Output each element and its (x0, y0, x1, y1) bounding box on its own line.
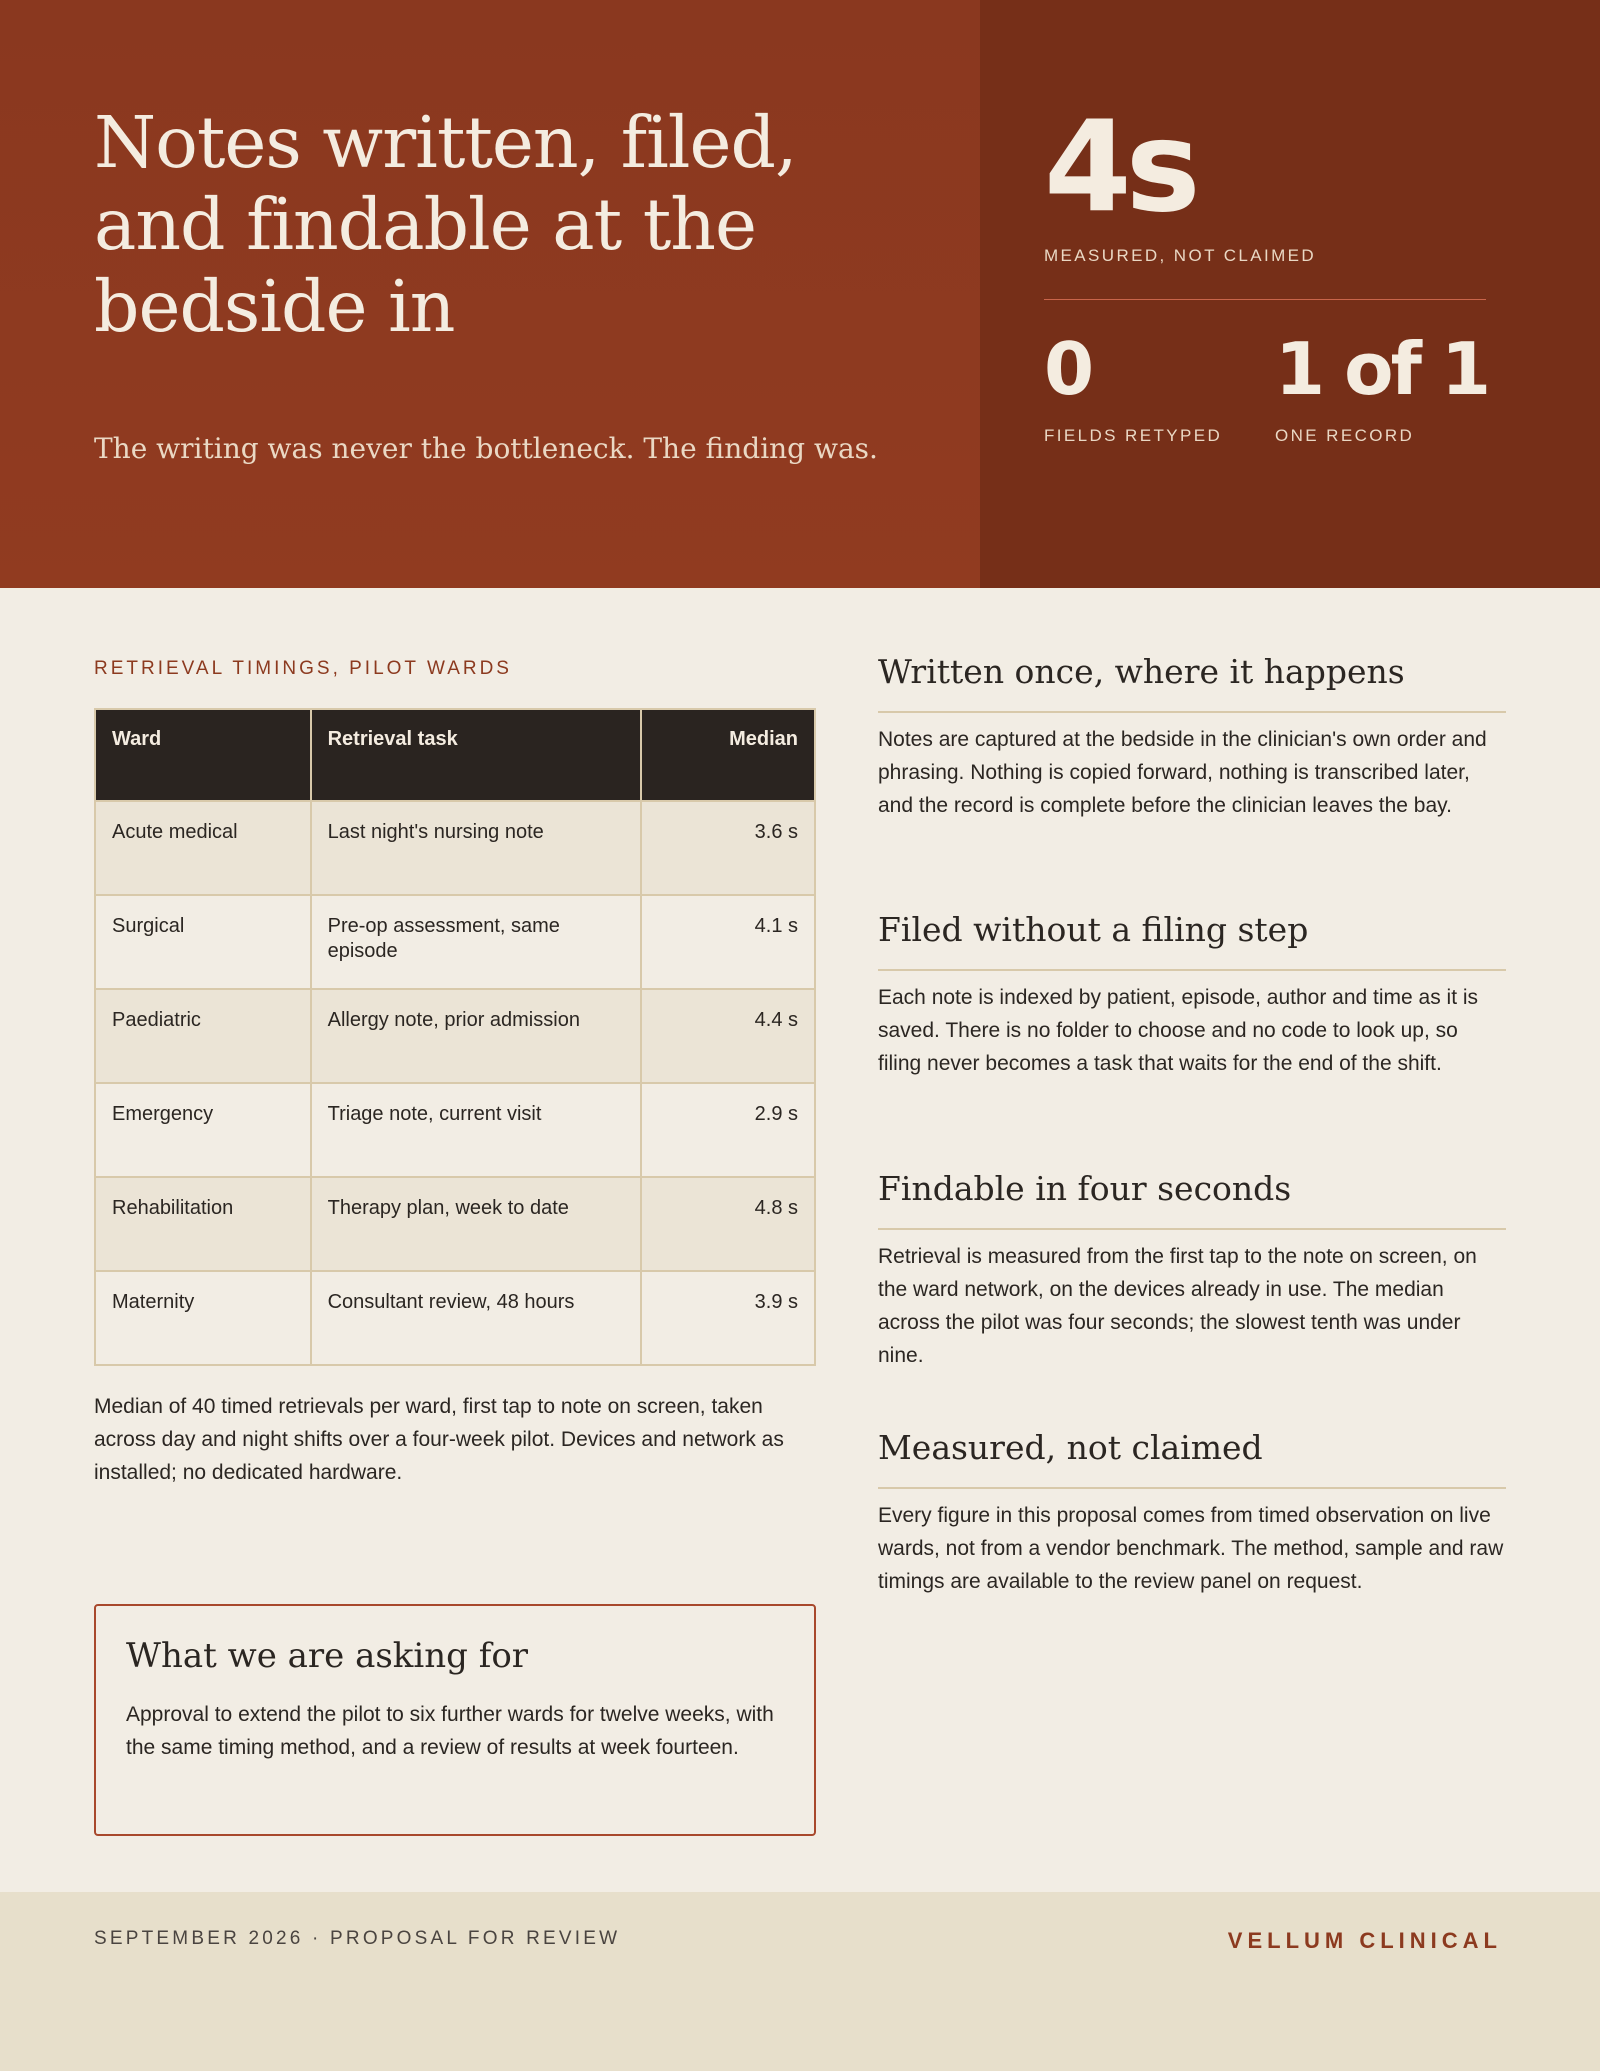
table-header-row (95, 709, 815, 801)
cell-task: Triage note, current visit (311, 1083, 642, 1177)
stat-fields-retyped (1044, 327, 1275, 446)
hero-stats-panel (980, 0, 1600, 588)
footer-date-line: SEPTEMBER 2026 · PROPOSAL FOR REVIEW (94, 1928, 621, 1949)
brand-wordmark: VELLUM CLINICAL (1227, 1928, 1502, 1953)
cell-ward: Paediatric (95, 989, 311, 1083)
hero-banner (0, 0, 1600, 588)
cell-median: 2.9 s (641, 1083, 815, 1177)
feature-title: Findable in four seconds (878, 1169, 1506, 1230)
column-header-task: Retrieval task (311, 709, 642, 801)
feature-title: Written once, where it happens (878, 652, 1506, 713)
cell-ward: Surgical (95, 895, 311, 989)
sub-stats (1044, 327, 1506, 446)
table-row (95, 801, 815, 895)
cell-task: Pre-op assessment, same episode (311, 895, 642, 989)
column-header-median: Median (641, 709, 815, 801)
feature-title: Measured, not claimed (878, 1428, 1506, 1489)
cell-task: Allergy note, prior admission (311, 989, 642, 1083)
feature-findable (878, 1169, 1506, 1372)
headline-stat-value: 4s (1044, 93, 1195, 240)
stat-one-record (1275, 327, 1506, 446)
cell-task: Last night's nursing note (311, 801, 642, 895)
feature-body: Notes are captured at the bedside in the clinician's own order and phrasing. Nothing is copied forward, nothing is transcribed later, and the record is complete before the clinician leaves the bay. (878, 728, 1487, 817)
stat-label: FIELDS RETYPED (1044, 426, 1223, 445)
cell-task: Therapy plan, week to date (311, 1177, 642, 1271)
table-row (95, 1083, 815, 1177)
hero-divider (1044, 299, 1486, 300)
feature-body: Each note is indexed by patient, episode, author and time as it is saved. There is no folder to choose and no code to look up, so filing never becomes a task that waits for the end of the shift. (878, 986, 1479, 1075)
column-header-ward: Ward (95, 709, 311, 801)
cell-ward: Rehabilitation (95, 1177, 311, 1271)
timings-section (94, 658, 816, 1489)
table-row (95, 1271, 815, 1365)
section-kicker: RETRIEVAL TIMINGS, PILOT WARDS (94, 658, 512, 679)
feature-body: Every figure in this proposal comes from timed observation on live wards, not from a vendor benchmark. The method, sample and raw timings are available to the review panel on request. (878, 1504, 1504, 1593)
cell-ward: Acute medical (95, 801, 311, 895)
page-title: Notes written, filed, and findable at the bedside in (94, 101, 797, 348)
cell-median: 4.1 s (641, 895, 815, 989)
timings-table (94, 708, 816, 1366)
feature-filed (878, 910, 1506, 1080)
feature-written-once (878, 652, 1506, 822)
feature-measured (878, 1428, 1506, 1598)
page-footer (0, 1892, 1600, 2071)
stat-value: 1 of 1 (1275, 327, 1489, 411)
cell-median: 4.4 s (641, 989, 815, 1083)
table-row (95, 1177, 815, 1271)
table-row (95, 895, 815, 989)
cell-median: 3.9 s (641, 1271, 815, 1365)
table-row (95, 989, 815, 1083)
hero-headline-panel (0, 0, 980, 588)
ask-body: Approval to extend the pilot to six further wards for twelve weeks, with the same timing method, and a review of results at week fourteen. (126, 1703, 774, 1759)
cell-median: 4.8 s (641, 1177, 815, 1271)
cell-ward: Maternity (95, 1271, 311, 1365)
feature-title: Filed without a filing step (878, 910, 1506, 971)
ask-callout (94, 1604, 816, 1836)
cell-median: 3.6 s (641, 801, 815, 895)
cell-task: Consultant review, 48 hours (311, 1271, 642, 1365)
ask-title: What we are asking for (126, 1636, 529, 1676)
cell-ward: Emergency (95, 1083, 311, 1177)
feature-body: Retrieval is measured from the first tap to the note on screen, on the ward network, on the devices already in use. The median across the pilot was four seconds; the slowest tenth was under nine. (878, 1245, 1477, 1367)
page-subtitle: The writing was never the bottleneck. The finding was. (94, 432, 878, 465)
table-footnote: Median of 40 timed retrievals per ward, first tap to note on screen, taken across day and night shifts over a four-week pilot. Devices and network as installed; no dedicated hardware. (94, 1395, 784, 1484)
headline-stat-label: MEASURED, NOT CLAIMED (1044, 246, 1317, 265)
stat-value: 0 (1044, 327, 1092, 411)
stat-label: ONE RECORD (1275, 426, 1415, 445)
